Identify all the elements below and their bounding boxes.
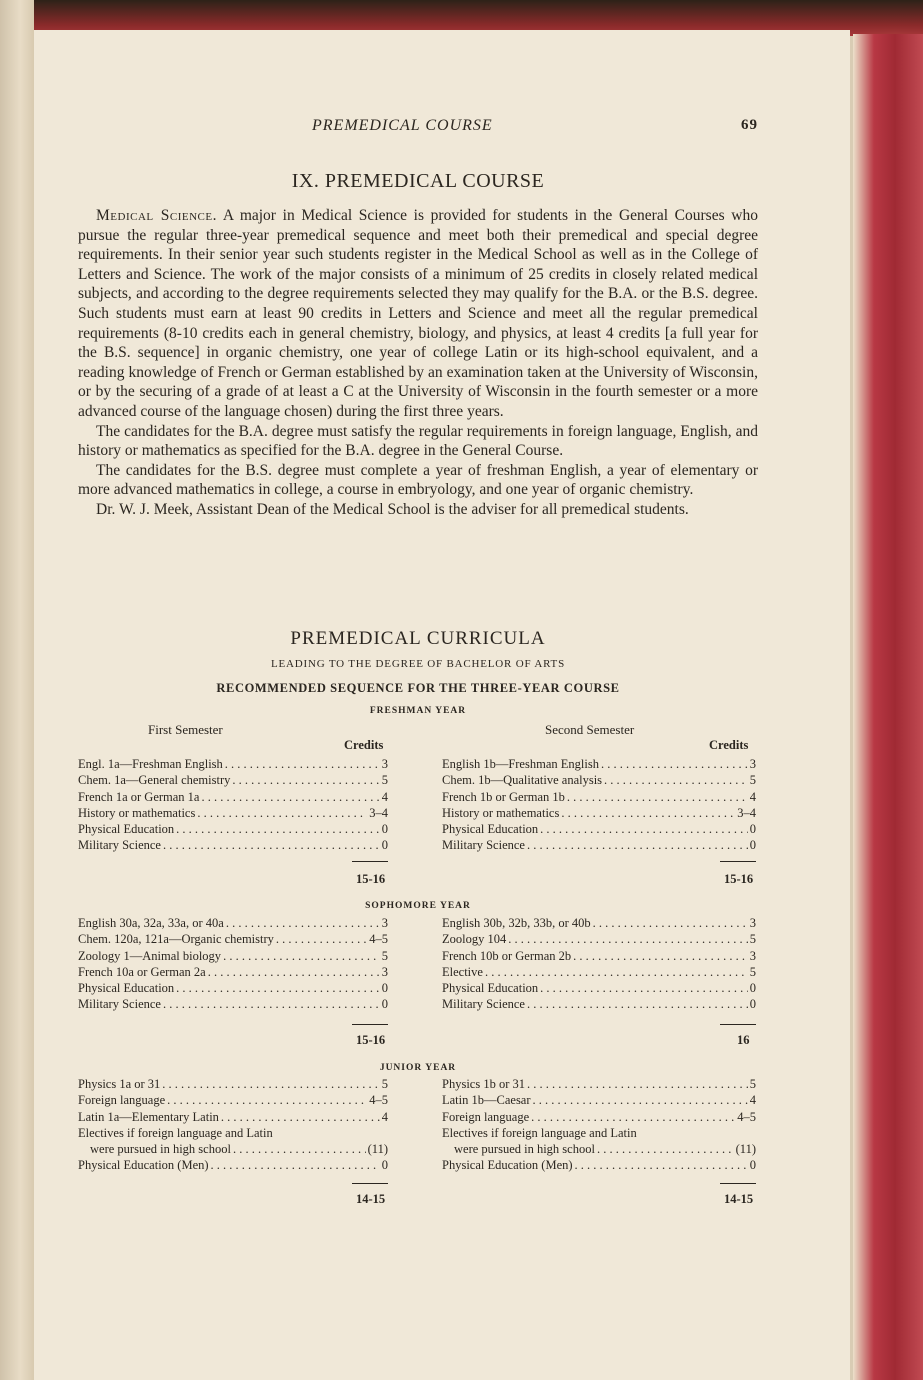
course-row <box>78 996 388 1012</box>
course-name: Foreign language <box>78 1093 166 1108</box>
course-credits: 0 <box>749 1158 756 1173</box>
leader-dots <box>561 805 735 821</box>
course-name: Latin 1a—Elementary Latin <box>78 1109 219 1124</box>
course-name: Physics 1b or 31 <box>442 1077 525 1091</box>
page-number: 69 <box>741 117 758 133</box>
leader-dots <box>221 1109 380 1125</box>
course-row <box>442 1109 756 1125</box>
leader-dots <box>176 980 380 996</box>
intro-lead: Medical Science. <box>96 207 217 224</box>
course-credits: 3–4 <box>369 805 388 820</box>
course-credits: 3–4 <box>737 805 756 820</box>
first-semester-heading: First Semester <box>148 722 223 737</box>
leader-dots <box>531 1109 735 1125</box>
course-name: Chem. 1a—General chemistry <box>78 773 231 788</box>
freshman-first-semester <box>78 756 388 854</box>
course-row <box>78 980 388 996</box>
course-credits: 4 <box>749 1093 756 1108</box>
leader-dots <box>593 915 748 931</box>
course-row <box>442 915 756 931</box>
total-rule <box>720 1024 756 1025</box>
leader-dots <box>540 980 748 996</box>
course-credits: 3 <box>381 916 388 930</box>
leader-dots <box>508 931 748 947</box>
course-name: English 30a, 32a, 33a, or 40a <box>78 916 224 930</box>
total-rule <box>720 861 756 862</box>
running-head-title: PREMEDICAL COURSE <box>312 117 493 134</box>
course-row <box>78 1092 388 1108</box>
course-credits: 3 <box>381 964 388 979</box>
course-row <box>442 1092 756 1108</box>
course-credits: 5 <box>381 773 388 788</box>
course-credits: 4 <box>381 789 388 804</box>
junior-year-label: JUNIOR YEAR <box>379 1063 457 1073</box>
second-semester-heading: Second Semester <box>545 722 635 737</box>
leader-dots <box>527 1076 748 1092</box>
chapter-title: IX. PREMEDICAL COURSE <box>291 170 545 192</box>
course-credits: 3 <box>381 757 388 771</box>
course-row <box>78 1109 388 1125</box>
course-row <box>442 980 756 996</box>
course-credits: 5 <box>749 773 756 788</box>
sophomore-first-semester <box>78 915 388 1013</box>
sophomore-year-label: SOPHOMORE YEAR <box>365 901 471 911</box>
course-credits: 5 <box>381 948 388 963</box>
leader-dots <box>226 915 380 931</box>
course-row <box>442 756 756 772</box>
course-name: Physical Education (Men) <box>442 1158 573 1173</box>
leader-dots <box>233 1141 366 1157</box>
total-rule <box>352 861 388 862</box>
course-name: Latin 1b—Caesar <box>442 1093 531 1108</box>
leader-dots <box>163 837 380 853</box>
course-row <box>442 805 756 821</box>
running-head <box>78 117 758 139</box>
leader-dots <box>527 996 748 1012</box>
course-name: Military Science <box>442 838 525 853</box>
course-name: Physical Education <box>442 981 539 996</box>
leader-dots <box>201 789 379 805</box>
course-name: Military Science <box>78 997 161 1012</box>
course-credits: 4 <box>381 1109 388 1124</box>
course-name: Electives if foreign language and Latin <box>442 1125 637 1140</box>
course-name: Electives if foreign language and Latin <box>78 1125 273 1140</box>
leader-dots <box>167 1092 367 1108</box>
course-credits: 5 <box>749 964 756 979</box>
leader-dots <box>176 821 380 837</box>
course-row <box>78 1141 388 1157</box>
course-credits: 4–5 <box>369 1093 388 1108</box>
course-row <box>442 964 756 980</box>
course-name: Zoology 104 <box>442 932 507 947</box>
course-name: were pursued in high school <box>90 1142 231 1157</box>
total-rule <box>352 1024 388 1025</box>
course-row <box>442 996 756 1012</box>
course-row <box>442 772 756 788</box>
course-credits: 3 <box>749 948 756 963</box>
course-row <box>78 964 388 980</box>
intro-paragraph-1: Medical Science. A major in Medical Science is provided for students in the General Courses who pursue the regular three-year premedical sequence and meet both their premedical and special degree requirements. In their senior year such students register in the Medical School as well as in the College of Letters and Science. The work of the major consists of a minimum of 25 credits in closely related medical subjects, and according to the degree requirements selected they may qualify for the B.A. or the B.S. degree. Such students must earn at least 90 credits in Letters and Science and meet all the regular premedical requirements (8-10 credits each in general chemistry, biology, and physics, at least 4 credits [a full year for the B.S. sequence] in organic chemistry, one year of college Latin or its high-school equivalent, and a reading knowledge of French or German established by an examination taken at the University of Wisconsin, or by the securing of a grade of at least a C at the University of Wisconsin in the fourth semester or a more advanced course of the language chosen) during the first three years. <box>78 207 758 420</box>
course-row <box>78 805 388 821</box>
leader-dots <box>162 1076 379 1092</box>
junior-second-semester <box>442 1076 756 1174</box>
course-row <box>442 789 756 805</box>
course-credits: 4–5 <box>737 1109 756 1124</box>
freshman-second-semester <box>442 756 756 854</box>
course-name: French 10a or German 2a <box>78 964 206 979</box>
book-page-edges <box>853 34 923 1380</box>
course-credits: 5 <box>381 1077 388 1091</box>
course-credits: 5 <box>749 1077 756 1091</box>
leader-dots <box>225 756 380 772</box>
course-name: English 30b, 32b, 33b, or 40b <box>442 916 591 930</box>
leader-dots <box>601 756 748 772</box>
leader-dots <box>527 837 748 853</box>
course-row <box>442 837 756 853</box>
course-credits: 0 <box>381 1158 388 1173</box>
course-credits: 3 <box>749 916 756 930</box>
course-row <box>78 821 388 837</box>
freshman-right-total: 15-16 <box>724 872 754 886</box>
leader-dots <box>197 805 367 821</box>
course-row <box>442 931 756 947</box>
course-row <box>78 931 388 947</box>
course-name: Physical Education (Men) <box>78 1158 209 1173</box>
leader-dots <box>575 1157 748 1173</box>
junior-right-total: 14-15 <box>724 1192 754 1206</box>
total-rule <box>352 1183 388 1184</box>
sophomore-left-total: 15-16 <box>356 1033 386 1047</box>
course-row <box>78 772 388 788</box>
course-credits: 0 <box>749 838 756 853</box>
course-credits: (11) <box>367 1142 388 1157</box>
course-row <box>442 1157 756 1173</box>
leader-dots <box>573 948 748 964</box>
course-name: Military Science <box>442 997 525 1012</box>
course-credits: 0 <box>749 997 756 1012</box>
course-name: French 10b or German 2b <box>442 948 572 963</box>
course-name: Foreign language <box>442 1109 530 1124</box>
curricula-title: PREMEDICAL CURRICULA <box>290 628 546 649</box>
course-row <box>78 1076 388 1092</box>
credits-heading-left: Credits <box>344 738 384 752</box>
course-name: were pursued in high school <box>454 1142 595 1157</box>
leader-dots <box>567 789 748 805</box>
course-name: Zoology 1—Animal biology <box>78 948 222 963</box>
intro-paragraph-4: Dr. W. J. Meek, Assistant Dean of the Medical School is the adviser for all premedical students. <box>96 500 689 518</box>
leader-dots <box>211 1157 380 1173</box>
leader-dots <box>540 821 748 837</box>
intro-text <box>78 206 758 520</box>
course-row <box>442 948 756 964</box>
intro-paragraph-2: The candidates for the B.A. degree must satisfy the regular requirements in foreign language, English, and history or mathematics as specified for the B.A. degree in the General Course. <box>78 422 758 460</box>
course-credits: 5 <box>749 932 756 947</box>
intro-paragraph-3: The candidates for the B.S. degree must complete a year of freshman English, a year of elementary or more advanced mathematics in college, a course in embryology, and one year of organic chemistry. <box>78 461 758 499</box>
leader-dots <box>276 931 367 947</box>
course-row <box>78 756 388 772</box>
course-name: History or mathematics <box>442 805 560 820</box>
course-credits: 0 <box>381 822 388 837</box>
course-credits: 0 <box>381 838 388 853</box>
course-name: Elective <box>442 964 483 979</box>
course-name: French 1b or German 1b <box>442 789 565 804</box>
course-row <box>78 915 388 931</box>
leader-dots <box>223 948 380 964</box>
course-row <box>442 821 756 837</box>
course-row <box>442 1076 756 1092</box>
junior-left-total: 14-15 <box>356 1192 386 1206</box>
sophomore-second-semester <box>442 915 756 1013</box>
course-row <box>78 1157 388 1173</box>
course-name: French 1a or German 1a <box>78 789 200 804</box>
course-credits: 4–5 <box>369 932 388 947</box>
course-row <box>442 1141 756 1157</box>
leader-dots <box>533 1092 748 1108</box>
course-name: Physical Education <box>78 981 175 996</box>
course-name: Military Science <box>78 838 161 853</box>
book-binding-edge <box>0 0 34 1380</box>
course-name: Physical Education <box>442 822 539 837</box>
course-name: English 1b—Freshman English <box>442 757 599 771</box>
junior-first-semester <box>78 1076 388 1174</box>
leader-dots <box>232 772 379 788</box>
course-name: Chem. 1b—Qualitative analysis <box>442 773 603 788</box>
curricula-subtitle: LEADING TO THE DEGREE OF BACHELOR OF ARTS <box>270 658 565 670</box>
freshman-year-label: FRESHMAN YEAR <box>369 706 467 716</box>
sophomore-right-total: 16 <box>737 1033 750 1047</box>
leader-dots <box>163 996 380 1012</box>
course-row <box>78 789 388 805</box>
course-credits: 0 <box>381 981 388 996</box>
total-rule <box>720 1183 756 1184</box>
leader-dots <box>208 964 380 980</box>
course-name: Engl. 1a—Freshman English <box>78 757 223 771</box>
freshman-left-total: 15-16 <box>356 872 386 886</box>
course-row <box>78 837 388 853</box>
course-credits: 3 <box>749 757 756 771</box>
course-row <box>78 948 388 964</box>
course-credits: 0 <box>749 981 756 996</box>
course-name: Chem. 120a, 121a—Organic chemistry <box>78 932 274 947</box>
course-row <box>442 1125 756 1141</box>
leader-dots <box>604 772 748 788</box>
curricula-sequence: RECOMMENDED SEQUENCE FOR THE THREE-YEAR COURSE <box>216 681 620 695</box>
course-credits: 4 <box>749 789 756 804</box>
leader-dots <box>597 1141 734 1157</box>
course-credits: 0 <box>749 822 756 837</box>
course-name: History or mathematics <box>78 805 196 820</box>
course-credits: 0 <box>381 997 388 1012</box>
leader-dots <box>485 964 748 980</box>
course-row <box>78 1125 388 1141</box>
credits-heading-right: Credits <box>709 738 749 752</box>
course-name: Physical Education <box>78 822 175 837</box>
course-name: Physics 1a or 31 <box>78 1077 161 1091</box>
course-credits: (11) <box>735 1142 756 1157</box>
